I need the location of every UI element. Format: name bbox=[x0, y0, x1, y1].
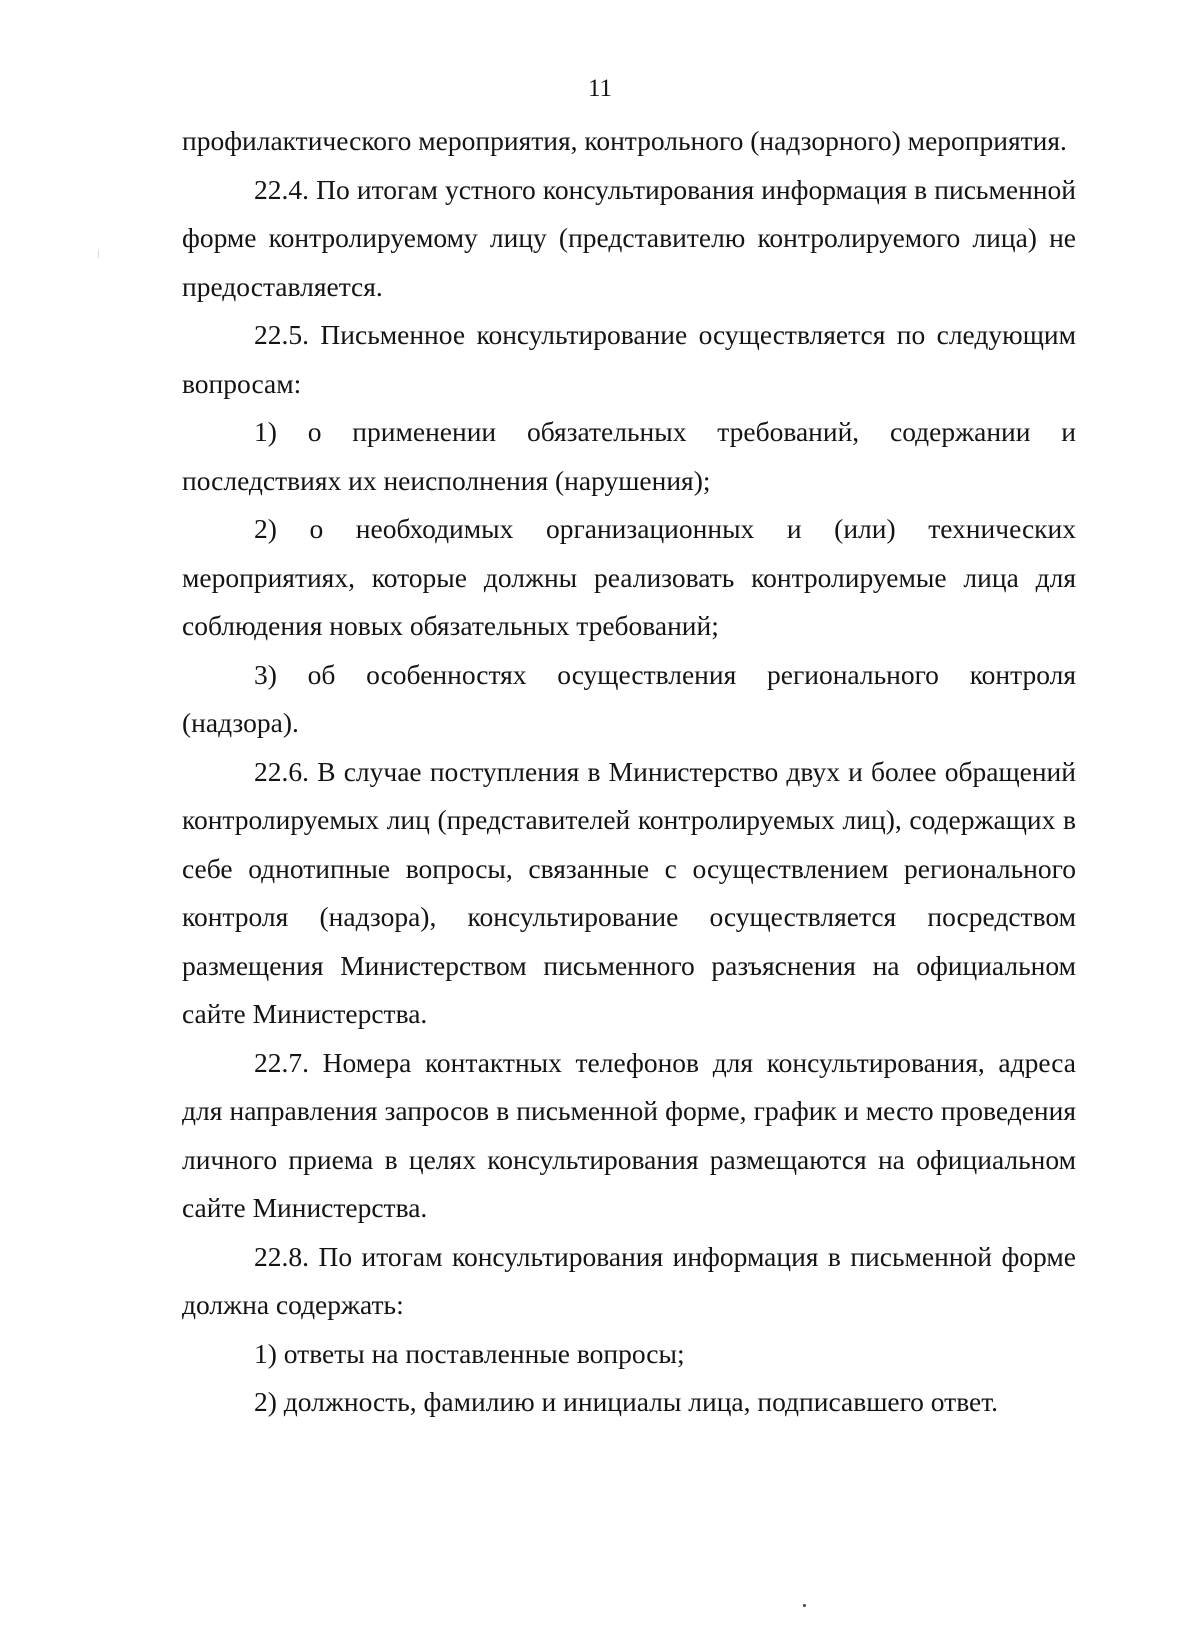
paragraph-22-6: 22.6. В случае поступления в Министерство двух и более обращений контролируемых лиц (представителей контролируемых лиц), содержащих в себе однотипные вопросы, связанные с осуществлением регионального контроля (надзора), консультирование осуществляется посредством размещения Министерством письменного разъяснения на официальном сайте Министерства. bbox=[182, 755, 1076, 1029]
list-item-22-5-2: 2) о необходимых организационных и (или) технических мероприятиях, которые должны реализовать контролируемые лица для соблюдения новых обязательных требований; bbox=[182, 513, 1076, 641]
paragraph-22-7: 22.7. Номера контактных телефонов для консультирования, адреса для направления запросов в письменной форме, график и место проведения личного приема в целях консультирования размещаются на официальном сайте Министерства. bbox=[182, 1046, 1076, 1223]
scan-speck bbox=[98, 250, 99, 258]
paragraph-22-4: 22.4. По итогам устного консультирования информация в письменной форме контролируемому лицу (представителю контролируемого лица) не предоставляется. bbox=[182, 173, 1076, 302]
list-item-22-8-2: 2) должность, фамилию и инициалы лица, подписавшего ответ. bbox=[254, 1386, 999, 1417]
list-item-22-5-3: 3) об особенностях осуществления регионального контроля (надзора). bbox=[182, 658, 1076, 738]
scan-dot bbox=[803, 1604, 806, 1607]
paragraph-22-8: 22.8. По итогам консультирования информация в письменной форме должна содержать: bbox=[182, 1240, 1076, 1320]
list-item-22-8-1: 1) ответы на поставленные вопросы; bbox=[254, 1337, 685, 1369]
paragraph-continuation: профилактического мероприятия, контрольного (надзорного) мероприятия. bbox=[182, 125, 1067, 156]
paragraph-22-5: 22.5. Письменное консультирование осуществляется по следующим вопросам: bbox=[182, 319, 1076, 399]
page-number: 11 bbox=[587, 75, 613, 102]
document-body bbox=[182, 117, 1076, 1427]
list-item-22-5-1: 1) о применении обязательных требований, содержании и последствиях их неисполнения (нарушения); bbox=[182, 416, 1076, 496]
